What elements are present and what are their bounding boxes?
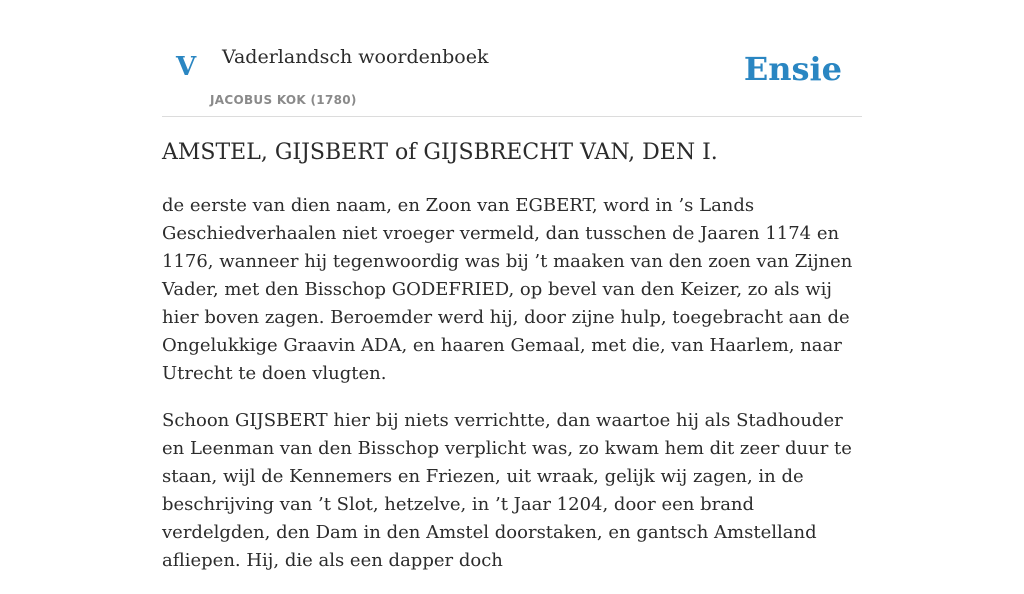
entry-body [162,192,862,594]
entry-paragraph: de eerste van dien naam, en Zoon van EGBERT, word in ’s Lands Geschiedverhaalen niet vroeger vermeld, dan tusschen de Jaaren 1174 en 1176, wanneer hij tegenwoordig was bij ’t maaken van den zoen van Zijnen Vader, met den Bisschop GODEFRIED, op bevel van den Keizer, zo als wij hier boven zagen. Beroemder werd hij, door zijne hulp, toegebracht aan de Ongelukkige Graavin ADA, en haaren Gemaal, met die, van Haarlem, naar Utrecht te doen vlugten. [162,195,853,384]
ensie-logo[interactable]: Ensie [743,50,842,88]
book-logo[interactable]: V [176,52,197,82]
entry-paragraph: Schoon GIJSBERT hier bij niets verrichtte, dan waartoe hij als Stadhouder en Leenman van den Bisschop verplicht was, zo kwam hem dit zeer duur te staan, wijl de Kennemers en Friezen, uit wraak, gelijk wij zagen, in de beschrijving van ’t Slot, hetzelve, in ’t Jaar 1204, door een brand verdelgden, den Dam in den Amstel doorstaken, en gantsch Amstelland afliepen. Hij, die als een dapper doch [162,410,852,571]
book-title[interactable]: Vaderlandsch woordenboek [222,46,489,68]
author-label: JACOBUS KOK (1780) [210,93,357,107]
entry-title: AMSTEL, GIJSBERT of GIJSBRECHT VAN, DEN I. [162,140,718,165]
header [162,0,862,117]
